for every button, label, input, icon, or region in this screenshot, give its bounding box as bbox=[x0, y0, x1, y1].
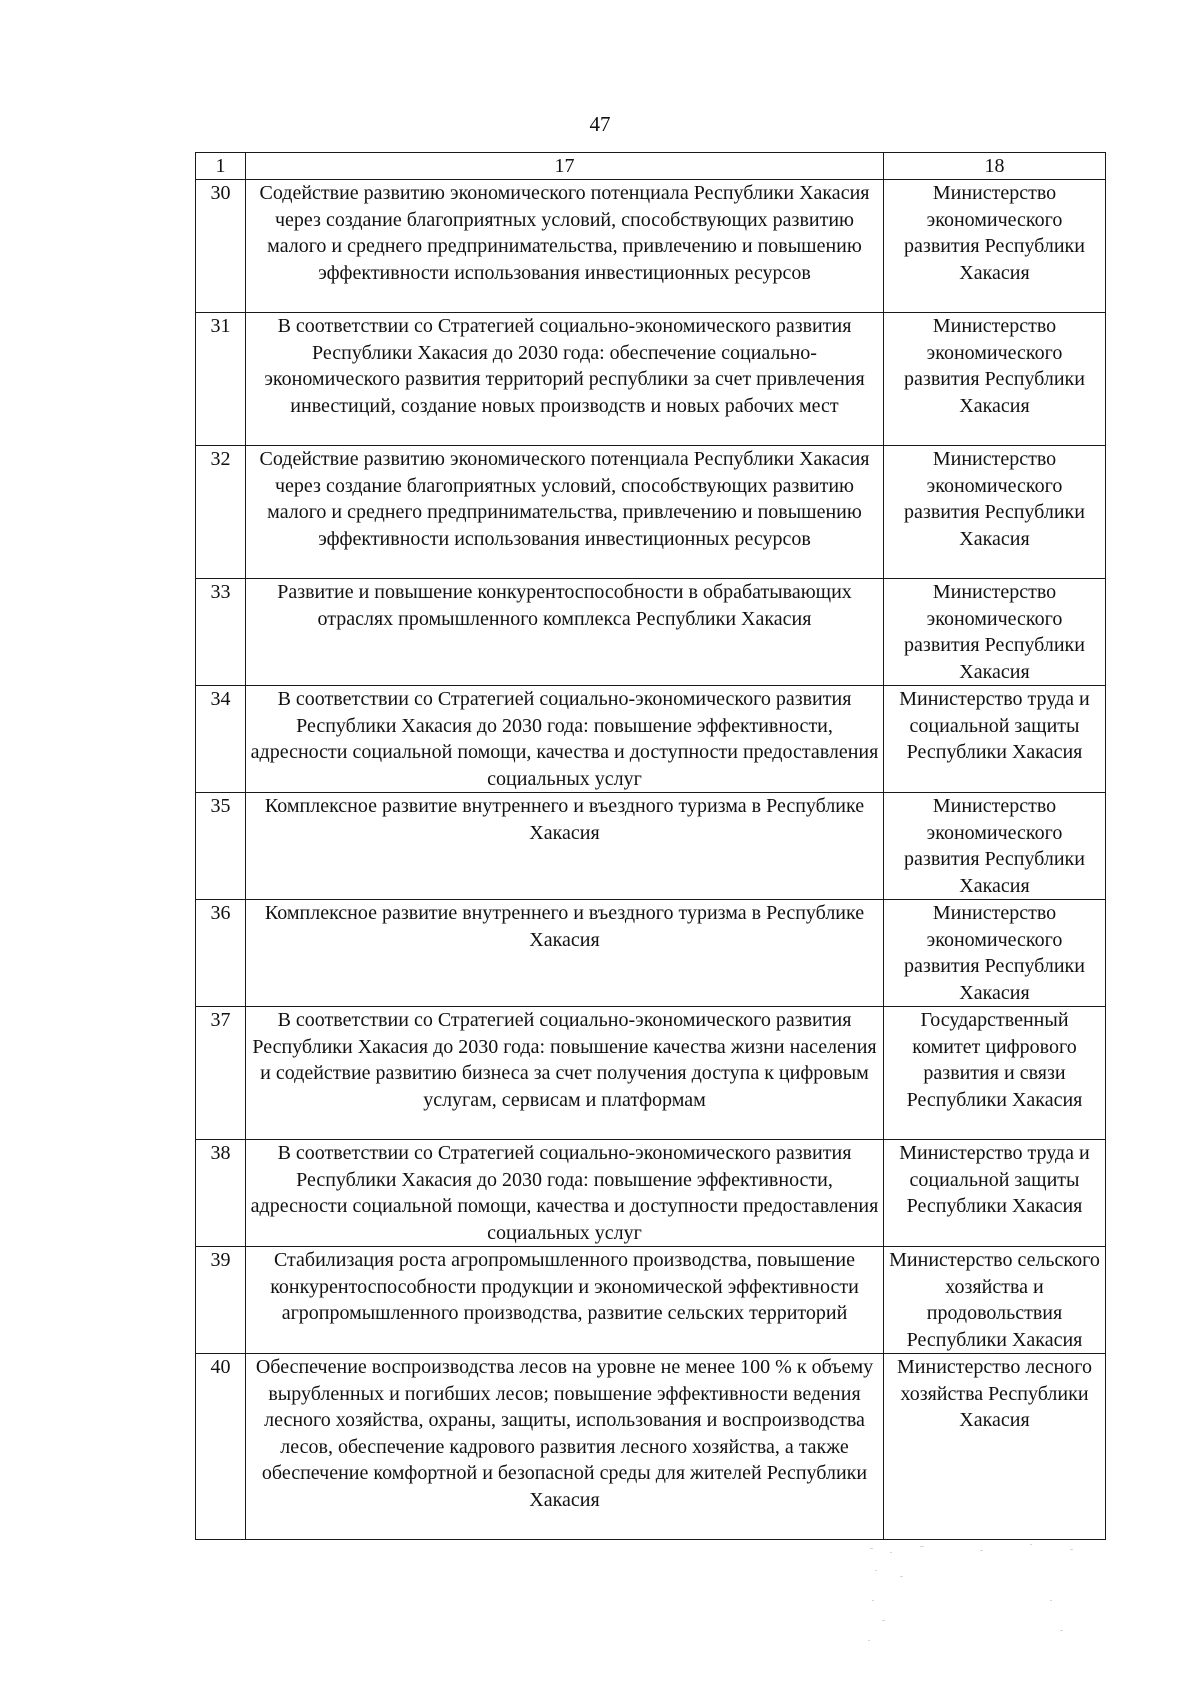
table-row bbox=[196, 900, 1106, 1007]
table-row bbox=[196, 686, 1106, 793]
row-number: 37 bbox=[196, 1007, 246, 1140]
row-number: 35 bbox=[196, 793, 246, 900]
table-row bbox=[196, 180, 1106, 313]
table-row bbox=[196, 1140, 1106, 1247]
row-number: 33 bbox=[196, 579, 246, 686]
scan-artifact bbox=[860, 1540, 1110, 1660]
row-description: Обеспечение воспроизводства лесов на уровне не менее 100 % к объему вырубленных и погибших лесов; повышение эффективности ведения лесного хозяйства, охраны, защиты, использования и воспроизводства лесов, обеспечение кадрового развития лесного хозяйства, а также обеспечение комфортной и безопасной среды для жителей Республики Хакасия bbox=[246, 1354, 884, 1540]
row-responsible: Министерство лесного хозяйства Республики Хакасия bbox=[884, 1354, 1106, 1540]
row-description: Содействие развитию экономического потенциала Республики Хакасия через создание благоприятных условий, способствующих развитию малого и среднего предпринимательства, привлечению и повышению эффективности использования инвестиционных ресурсов bbox=[246, 180, 884, 313]
table-row bbox=[196, 793, 1106, 900]
table-row bbox=[196, 1007, 1106, 1140]
row-number: 40 bbox=[196, 1354, 246, 1540]
row-responsible: Министерство сельского хозяйства и продовольствия Республики Хакасия bbox=[884, 1247, 1106, 1354]
row-responsible: Министерство экономического развития Республики Хакасия bbox=[884, 579, 1106, 686]
row-description: В соответствии со Стратегией социально-экономического развития Республики Хакасия до 2030 года: повышение эффективности, адресности социальной помощи, качества и доступности предоставления социальных услуг bbox=[246, 686, 884, 793]
activities-table bbox=[195, 152, 1106, 1540]
table-row bbox=[196, 446, 1106, 579]
row-responsible: Государственный комитет цифрового развития и связи Республики Хакасия bbox=[884, 1007, 1106, 1140]
row-description: Содействие развитию экономического потенциала Республики Хакасия через создание благоприятных условий, способствующих развитию малого и среднего предпринимательства, привлечению и повышению эффективности использования инвестиционных ресурсов bbox=[246, 446, 884, 579]
row-description: В соответствии со Стратегией социально-экономического развития Республики Хакасия до 2030 года: повышение качества жизни населения и содействие развитию бизнеса за счет получения доступа к цифровым услугам, сервисам и платформам bbox=[246, 1007, 884, 1140]
table-row bbox=[196, 1354, 1106, 1540]
table-row bbox=[196, 579, 1106, 686]
row-number: 39 bbox=[196, 1247, 246, 1354]
row-description: В соответствии со Стратегией социально-экономического развития Республики Хакасия до 2030 года: повышение эффективности, адресности социальной помощи, качества и доступности предоставления социальных услуг bbox=[246, 1140, 884, 1247]
row-description: В соответствии со Стратегией социально-экономического развития Республики Хакасия до 2030 года: обеспечение социально-экономического развития территорий республики за счет привлечения инвестиций, создание новых производств и новых рабочих мест bbox=[246, 313, 884, 446]
table-row bbox=[196, 1247, 1106, 1354]
row-number: 34 bbox=[196, 686, 246, 793]
header-col-description: 17 bbox=[246, 153, 884, 180]
row-number: 30 bbox=[196, 180, 246, 313]
header-col-number: 1 bbox=[196, 153, 246, 180]
row-description: Развитие и повышение конкурентоспособности в обрабатывающих отраслях промышленного комплекса Республики Хакасия bbox=[246, 579, 884, 686]
row-description: Комплексное развитие внутреннего и въездного туризма в Республике Хакасия bbox=[246, 793, 884, 900]
page-number: 47 bbox=[589, 112, 611, 136]
table-header-row bbox=[196, 153, 1106, 180]
row-responsible: Министерство экономического развития Республики Хакасия bbox=[884, 446, 1106, 579]
row-number: 38 bbox=[196, 1140, 246, 1247]
row-description: Стабилизация роста агропромышленного производства, повышение конкурентоспособности продукции и экономической эффективности агропромышленного производства, развитие сельских территорий bbox=[246, 1247, 884, 1354]
row-number: 31 bbox=[196, 313, 246, 446]
row-number: 36 bbox=[196, 900, 246, 1007]
row-responsible: Министерство экономического развития Республики Хакасия bbox=[884, 313, 1106, 446]
table-row bbox=[196, 313, 1106, 446]
row-responsible: Министерство экономического развития Республики Хакасия bbox=[884, 793, 1106, 900]
row-description: Комплексное развитие внутреннего и въездного туризма в Республике Хакасия bbox=[246, 900, 884, 1007]
row-responsible: Министерство труда и социальной защиты Республики Хакасия bbox=[884, 1140, 1106, 1247]
row-number: 32 bbox=[196, 446, 246, 579]
row-responsible: Министерство труда и социальной защиты Республики Хакасия bbox=[884, 686, 1106, 793]
row-responsible: Министерство экономического развития Республики Хакасия bbox=[884, 900, 1106, 1007]
header-col-responsible: 18 bbox=[884, 153, 1106, 180]
row-responsible: Министерство экономического развития Республики Хакасия bbox=[884, 180, 1106, 313]
